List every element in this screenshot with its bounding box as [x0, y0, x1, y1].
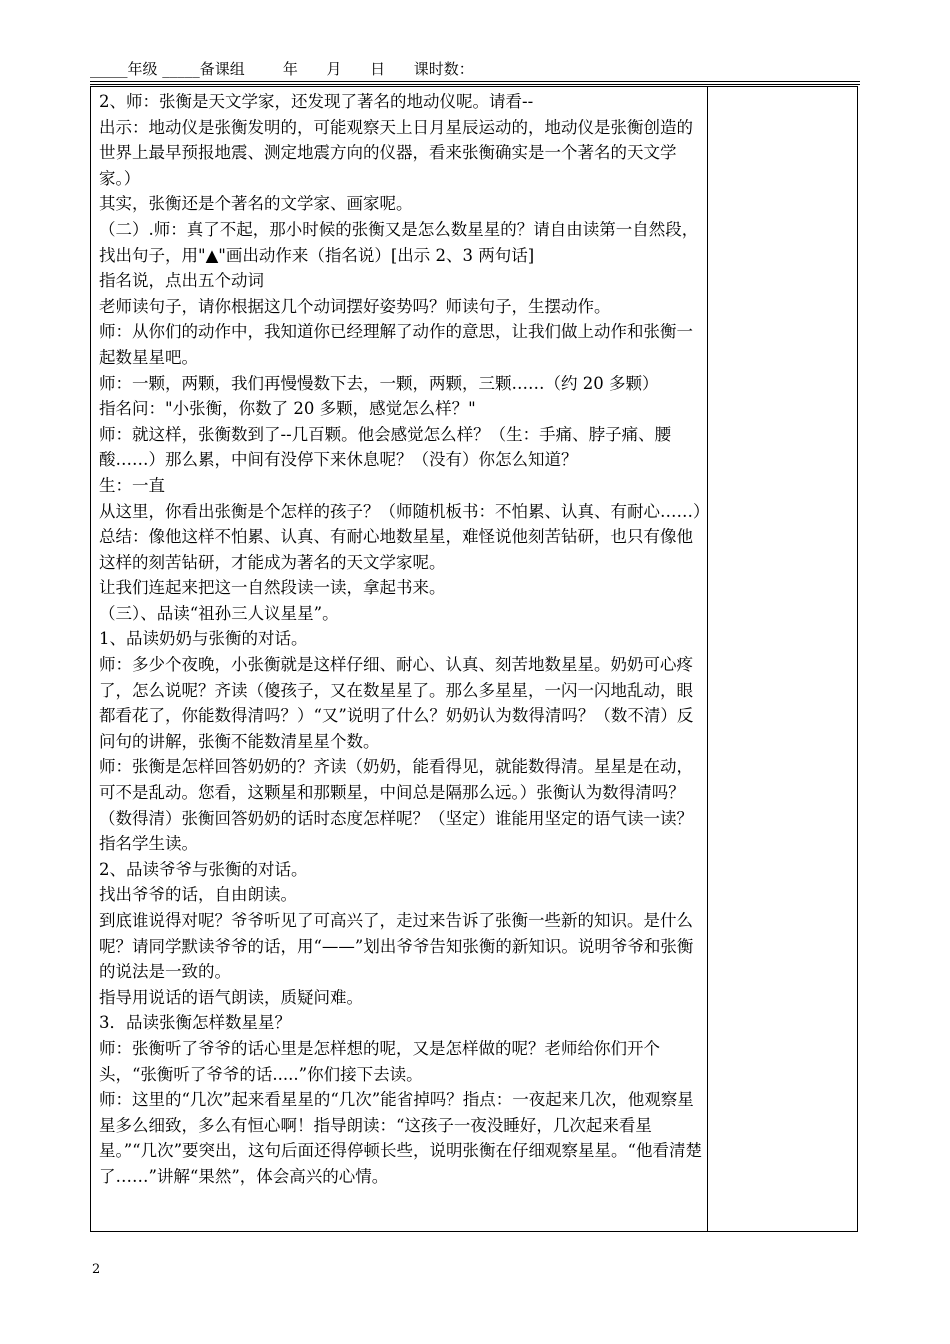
lesson-plan-header: _____年级 _____备课组 年 月 日 课时数：	[90, 60, 474, 78]
paragraph: 生：一直	[99, 475, 165, 495]
paragraph: 让我们连起来把这一自然段读一读，拿起书来。	[99, 578, 446, 598]
lesson-table	[90, 86, 858, 1232]
page-number: 2	[92, 1262, 101, 1277]
paragraph: 找出爷爷的话，自由朗读。	[99, 885, 297, 905]
section-heading: （三）、品读“祖孙三人议星星”。	[99, 603, 339, 623]
paragraph: 师：张衡听了爷爷的话心里是怎样想的呢，又是怎样做的呢？老师给你们开个头，“张衡听了爷爷的话.....”你们接下去读。	[99, 1038, 660, 1084]
paragraph: 指名说，点出五个动词	[99, 271, 264, 291]
subsection-heading: 3．品读张衡怎样数星星？	[99, 1013, 291, 1033]
paragraph: 到底谁说得对呢？爷爷听见了可高兴了，走过来告诉了张衡一些新的知识。是什么呢？请同学默读爷爷的话，用“——”划出爷爷告知张衡的新知识。说明爷爷和张衡的说法是一致的。	[99, 911, 694, 982]
paragraph: 老师读句子，请你根据这几个动词摆好姿势吗？师读句子，生摆动作。	[99, 296, 611, 316]
paragraph: 指导用说话的语气朗读，质疑问难。	[99, 987, 363, 1007]
paragraph: 师：这里的“几次”起来看星星的“几次”能省掉吗？指点：一夜起来几次，他观察星星多么细致，多么有恒心啊！指导朗读：“这孩子一夜没睡好，几次起来看星星。”“几次”要突出，这句后面还得停顿长些，说明张衡在仔细观察星星。“他看清楚了……”讲解“果然”，体会高兴的心情。	[99, 1090, 702, 1186]
paragraph: 指名问："小张衡，你数了 20 多颗，感觉怎么样？"	[99, 399, 476, 419]
paragraph: 师：多少个夜晚，小张衡就是这样仔细、耐心、认真、刻苦地数星星。奶奶可心疼了，怎么说呢？齐读（傻孩子，又在数星星了。那么多星星，一闪一闪地乱动，眼都看花了，你能数得清吗？）“又”说明了什么？奶奶认为数得清吗？（数不清）反问句的讲解，张衡不能数清星星个数。	[99, 655, 694, 751]
paragraph: 出示：地动仪是张衡发明的，可能观察天上日月星辰运动的，地动仪是张衡创造的世界上最早预报地震、测定地震方向的仪器，看来张衡确实是一个著名的天文学家。）	[99, 117, 693, 188]
lesson-content	[99, 89, 710, 1190]
paragraph: 总结：像他这样不怕累、认真、有耐心地数星星，难怪说他刻苦钻研，也只有像他这样的刻苦钻研，才能成为著名的天文学家呢。	[99, 527, 693, 572]
header-rule-bottom	[90, 84, 860, 85]
paragraph: 从这里，你看出张衡是个怎样的孩子？（师随机板书：不怕累、认真、有耐心……）	[99, 501, 710, 521]
paragraph: 师：张衡是怎样回答奶奶的？齐读（奶奶，能看得见，就能数得清。星星是在动，可不是乱动。您看，这颗星和那颗星，中间总是隔那么远。）张衡认为数得清吗？（数得清）张衡回答奶奶的话时态度怎样呢？（坚定）谁能用坚定的语气读一读？指名学生读。	[99, 757, 693, 854]
column-divider	[707, 87, 708, 1231]
header-rule-top	[90, 81, 860, 82]
paragraph: 师：就这样，张衡数到了--几百颗。他会感觉怎么样？（生：手痛、脖子痛、腰酸……）那么累，中间有没停下来休息呢？（没有）你怎么知道？	[99, 424, 672, 470]
subsection-heading: 2、品读爷爷与张衡的对话。	[99, 859, 308, 879]
paragraph: 师：从你们的动作中，我知道你已经理解了动作的意思，让我们做上动作和张衡一起数星星吧。	[99, 322, 693, 367]
paragraph: 2、师：张衡是天文学家，还发现了著名的地动仪呢。请看--	[99, 92, 534, 111]
paragraph: （二）.师：真了不起，那小时候的张衡又是怎么数星星的？请自由读第一自然段，找出句子，用"▲"画出动作来（指名说）[出示 2、3 两句话]	[99, 219, 699, 265]
paragraph: 师：一颗，两颗，我们再慢慢数下去，一颗，两颗，三颗……（约 20 多颗）	[99, 373, 659, 393]
subsection-heading: 1、品读奶奶与张衡的对话。	[99, 629, 308, 649]
paragraph: 其实，张衡还是个著名的文学家、画家呢。	[99, 194, 413, 214]
